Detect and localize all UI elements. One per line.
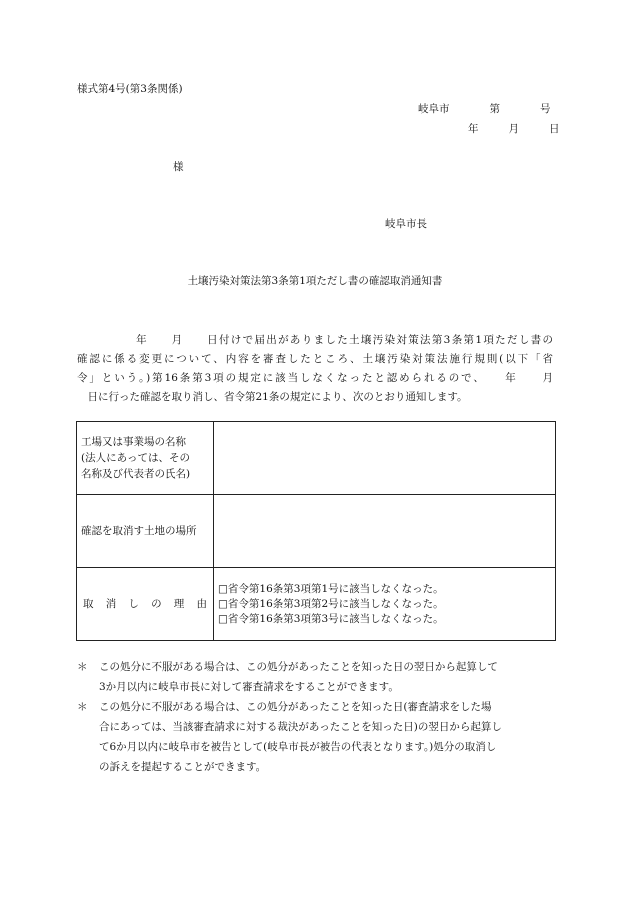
note-item (77, 657, 557, 697)
reason-option-2[interactable]: □省令第16条第3項第2号に該当しなくなった。 (218, 597, 444, 610)
body-line: 確認に係る変更について、内容を審査したところ、土壌汚染対策法施行規則(以下「省 (77, 353, 553, 365)
body-paragraph (77, 331, 553, 407)
form-number: 様式第4号(第3条関係) (77, 83, 183, 95)
document-number-line (418, 104, 551, 115)
body-line: 令」という。)第16条第3項の規定に該当しなくなったと認められるので、 年 月 (77, 372, 553, 384)
reason-label: 取 消 し の 理 由 (77, 568, 214, 641)
table-row-reason (77, 568, 556, 641)
year-label: 年 (468, 123, 479, 135)
note-line: この処分に不服がある場合は、この処分があったことを知った日の翌日から起算して (99, 661, 498, 673)
note-line: この処分に不服がある場合は、この処分があったことを知った日(審査請求をした場 (99, 701, 492, 713)
note-item (77, 697, 557, 777)
day-label: 日 (549, 123, 560, 135)
reason-option-3[interactable]: □省令第16条第3項第3号に該当しなくなった。 (218, 612, 444, 625)
info-table (76, 421, 556, 641)
body-line: 年 月 日付けで届出がありました土壌汚染対策法第3条第1項ただし書の (77, 334, 553, 346)
month-label: 月 (508, 123, 519, 135)
note-line: て6か月以内に岐阜市を被告として(岐阜市長が被告の代表となります。)処分の取消し (99, 741, 497, 753)
note-line: 合にあっては、当該審査請求に対する裁決があったことを知った日)の翌日から起算し (99, 721, 502, 733)
factory-name-value[interactable] (214, 422, 556, 495)
land-location-label: 確認を取消す土地の場所 (77, 495, 214, 568)
asterisk-icon: ＊ (77, 661, 88, 673)
factory-name-label-line: (法人にあっては、その (81, 452, 190, 464)
issuer-name: 岐阜市長 (385, 218, 427, 230)
factory-name-label-line: 工場又は事業場の名称 (81, 436, 186, 448)
go-label: 号 (540, 103, 551, 115)
reason-option-1[interactable]: □省令第16条第3項第1号に該当しなくなった。 (218, 582, 444, 595)
reason-options (214, 568, 556, 641)
factory-name-label-line: 名称及び代表者の氏名) (81, 468, 191, 480)
table-row-factory-name (77, 422, 556, 495)
document-title: 土壌汚染対策法第3条第1項ただし書の確認取消通知書 (187, 275, 443, 287)
dai-label: 第 (489, 103, 500, 115)
factory-name-label (77, 422, 214, 495)
note-line: の訴えを提起することができます。 (99, 761, 267, 773)
addressee-suffix: 様 (173, 161, 184, 173)
body-line: 日に行った確認を取り消し、省令第21条の規定により、次のとおり通知します。 (77, 391, 468, 403)
note-line: 3か月以内に岐阜市長に対して審査請求をすることができます。 (99, 681, 399, 693)
issue-date-line (468, 124, 560, 135)
table-row-land-location (77, 495, 556, 568)
land-location-value[interactable] (214, 495, 556, 568)
notes-section (77, 657, 557, 777)
asterisk-icon: ＊ (77, 701, 88, 713)
office-name: 岐阜市 (418, 103, 450, 115)
